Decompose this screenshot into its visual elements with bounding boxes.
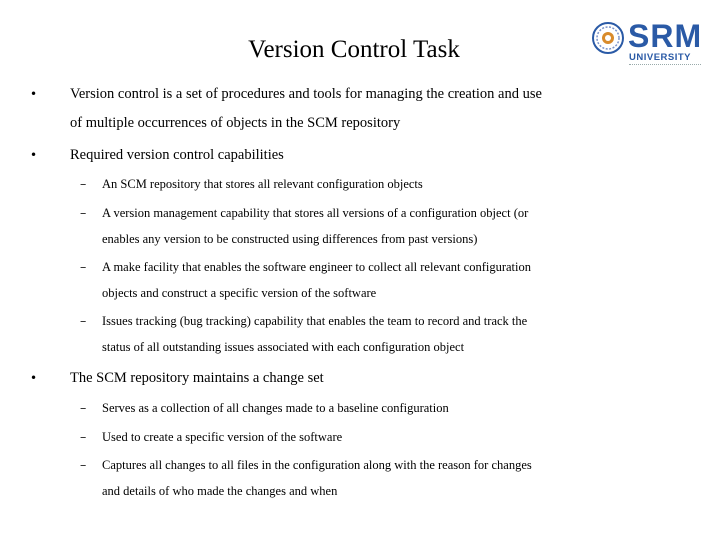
- sub-bullet-dash: –: [80, 205, 87, 220]
- sub-bullet-dash: –: [80, 259, 87, 274]
- bullet-text-line: of multiple occurrences of objects in the SCM repository: [70, 115, 401, 131]
- srm-university-logo: [592, 18, 704, 76]
- bullet-marker: •: [30, 371, 38, 385]
- sub-bullet-dash: –: [80, 429, 87, 444]
- university-seal-icon: [592, 22, 624, 54]
- sub-bullet-text-line: status of all outstanding issues associated with each configuration object: [102, 340, 465, 354]
- sub-bullet-text-line: objects and construct a specific version of the software: [102, 286, 377, 300]
- sub-bullet-dash: –: [80, 176, 87, 191]
- sub-bullet-text-line: enables any version to be constructed using differences from past versions): [102, 232, 478, 246]
- sub-bullet-text-line: Issues tracking (bug tracking) capability that enables the team to record and track the: [102, 314, 528, 328]
- logo-subtitle: UNIVERSITY: [629, 52, 692, 63]
- sub-bullet-text-line: Serves as a collection of all changes made to a baseline configuration: [102, 401, 449, 415]
- bullet-marker: •: [30, 87, 38, 101]
- logo-tagline-mark: [629, 64, 701, 67]
- sub-bullet-text-line: A version management capability that stores all versions of a configuration object (or: [102, 206, 529, 220]
- bullet-text-line: Version control is a set of procedures and tools for managing the creation and use: [70, 86, 542, 102]
- bullet-marker: •: [30, 148, 38, 162]
- sub-bullet-text-line: Captures all changes to all files in the configuration along with the reason for changes: [102, 458, 532, 472]
- sub-bullet-text-line: An SCM repository that stores all relevant configuration objects: [102, 177, 423, 191]
- sub-bullet-text-line: Used to create a specific version of the software: [102, 430, 343, 444]
- slide-title: Version Control Task: [248, 36, 460, 63]
- bullet-text-line: The SCM repository maintains a change set: [70, 370, 324, 386]
- logo-name: SRM: [628, 18, 703, 54]
- sub-bullet-text-line: and details of who made the changes and when: [102, 484, 338, 498]
- sub-bullet-dash: –: [80, 313, 87, 328]
- sub-bullet-dash: –: [80, 400, 87, 415]
- sub-bullet-dash: –: [80, 457, 87, 472]
- sub-bullet-text-line: A make facility that enables the software engineer to collect all relevant configuration: [102, 260, 531, 274]
- bullet-text-line: Required version control capabilities: [70, 147, 284, 163]
